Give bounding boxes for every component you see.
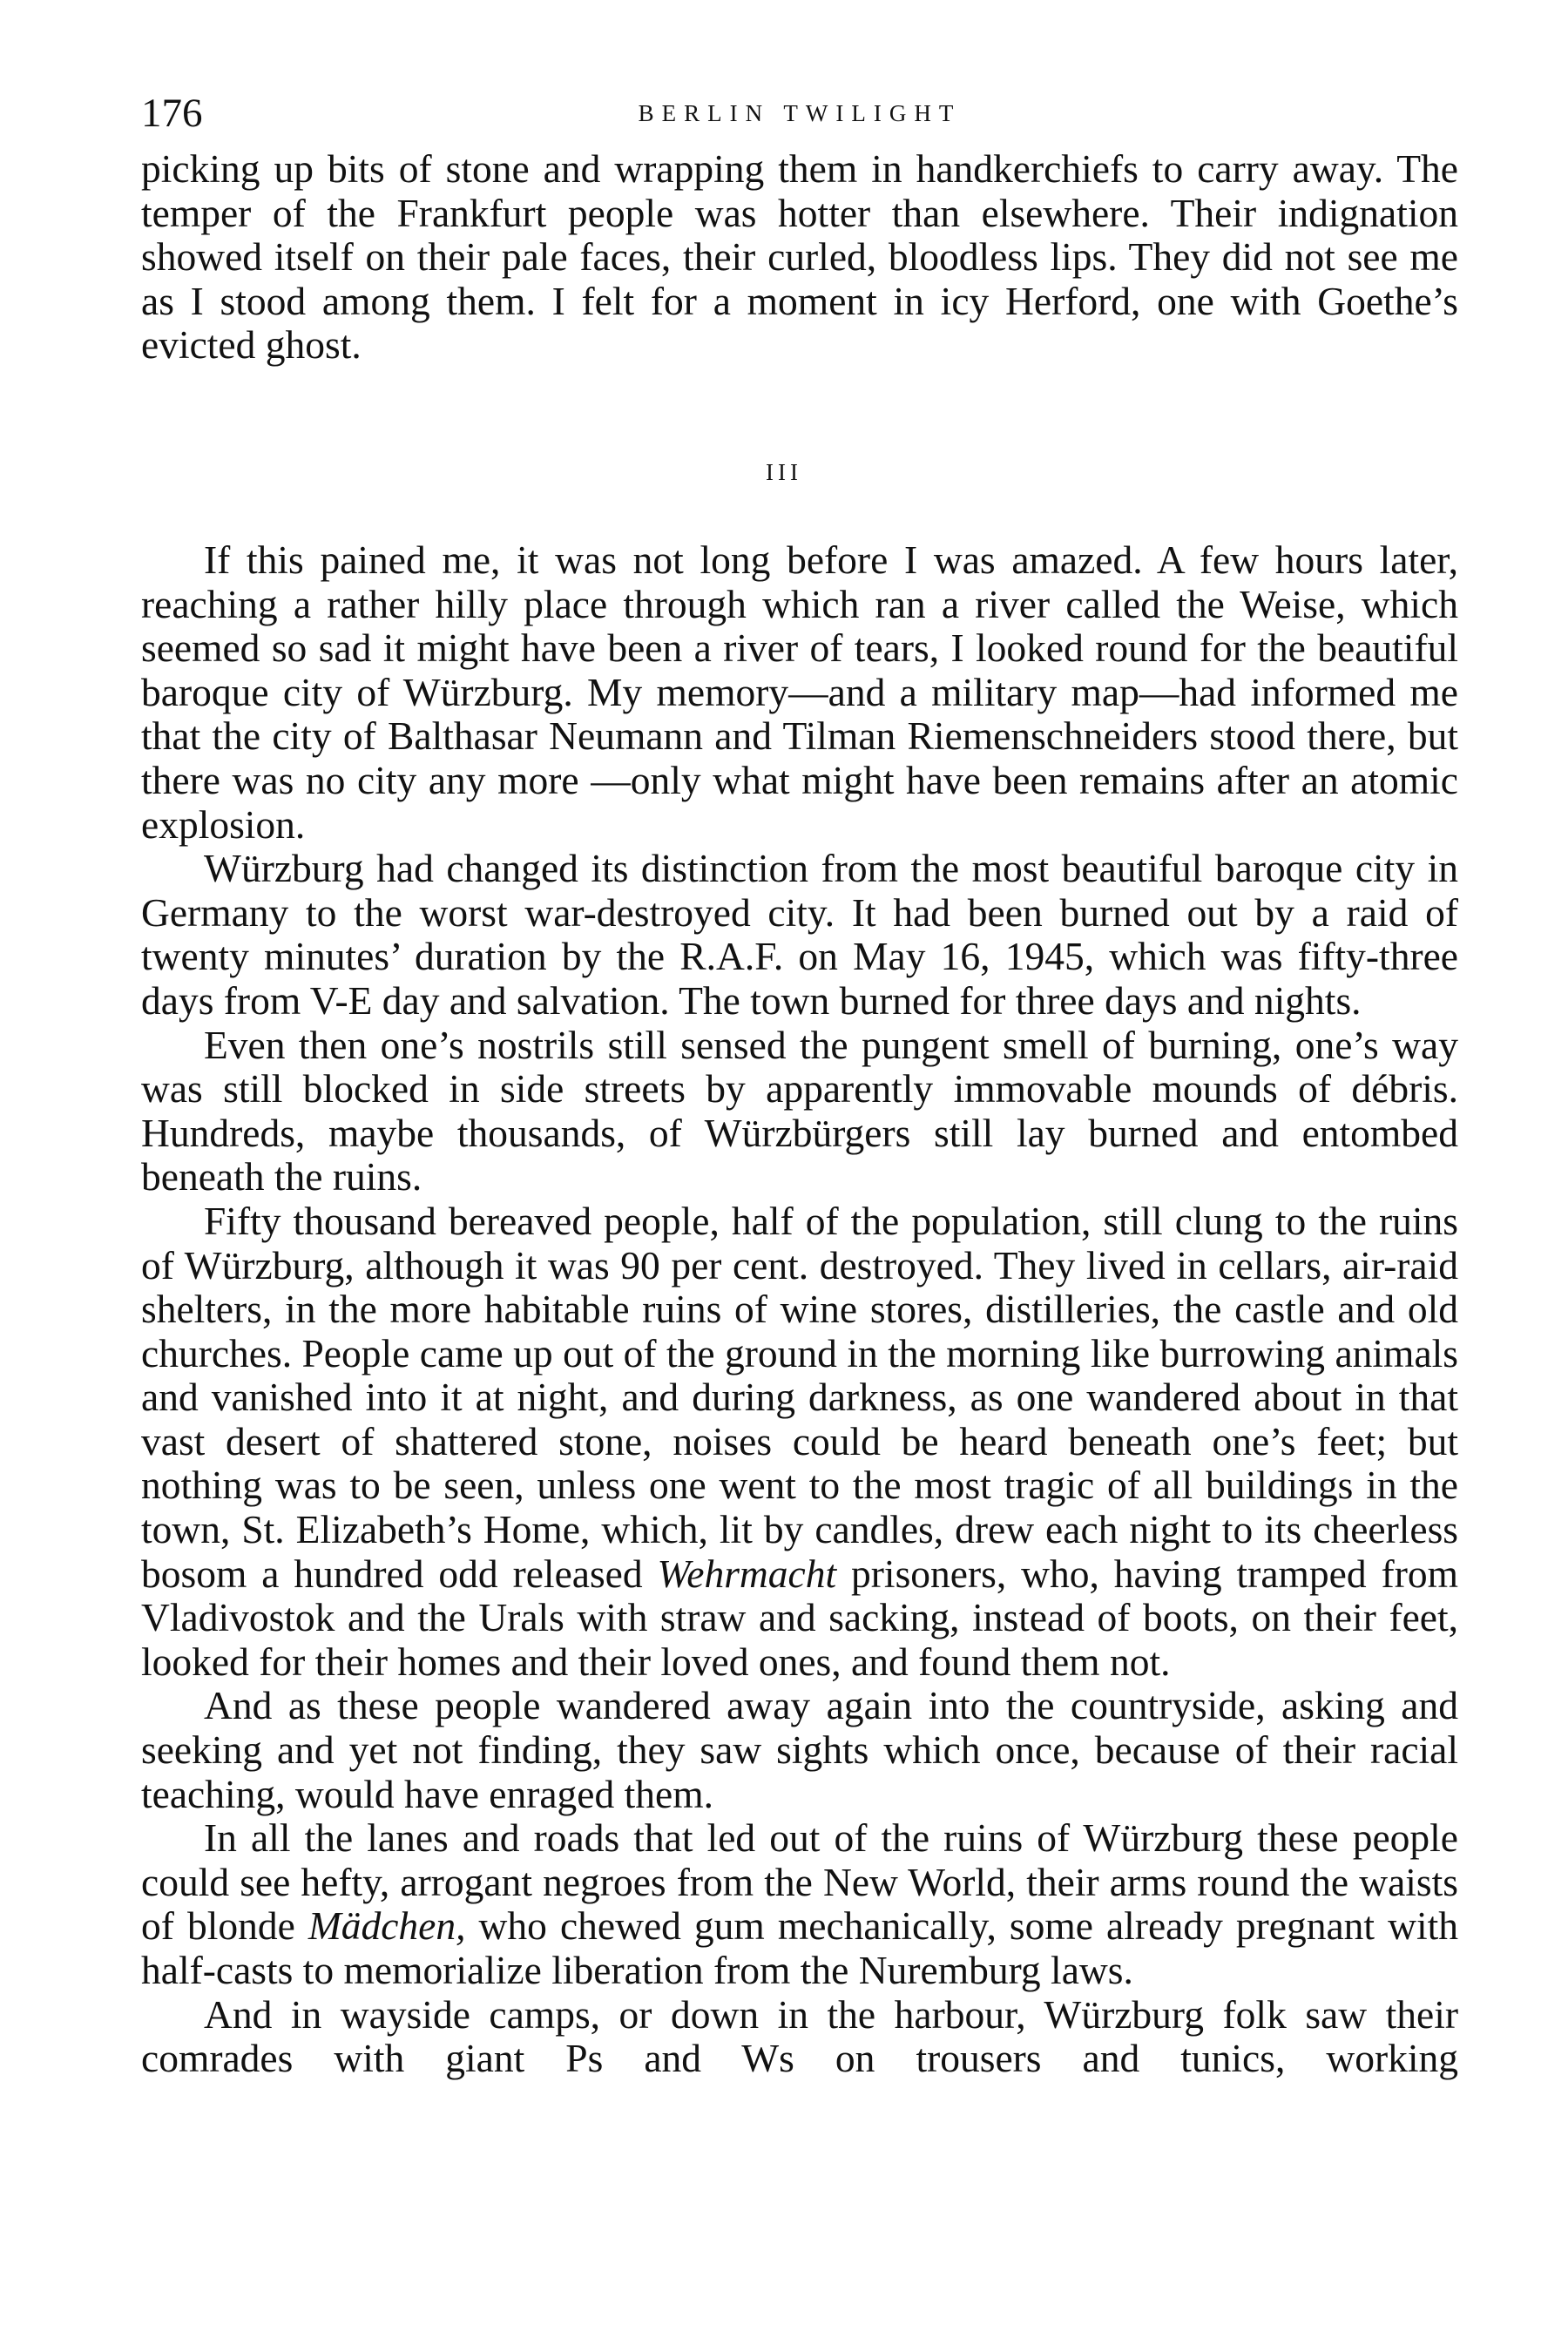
paragraph: picking up bits of stone and wrapping them in handkerchiefs to carry away. The temper of the Frankfurt people was hotter than elsewhere. Their indignation showed itself on their pale faces, their curled, bloodless lips. They did not see me as I stood among them. I felt for a moment in icy Herford, one with Goethe’s evicted ghost. [141, 146, 1458, 368]
italic-term: Mädchen, [308, 1903, 466, 1949]
paragraph [141, 1816, 1458, 1992]
paragraph: Even then one’s nostrils still sensed the pungent smell of burning, one’s way was still blocked in side streets by apparently immovable mounds of débris. Hundreds, maybe thousands, of Würzbürgers still lay burned and entombed beneath the ruins. [141, 1022, 1458, 1200]
main-text [141, 538, 1458, 2081]
italic-term: Wehrmacht [657, 1551, 837, 1596]
paragraph-text: Fifty thousand bereaved people, half of the population, still clung to the ruins of Würzburg, although it was 90 per cent. destroyed. They lived in cellars, air-raid shelters, in the more habitable ruins of wine stores, distilleries, the castle and old churches. People came up out of the ground in the morning like burrowing animals and vanished into it at night, and during darkness, as one wandered about in that vast desert of shattered stone, noises could be heard beneath one’s feet; but nothing was to be seen, unless one went to the most tragic of all buildings in the town, St. Elizabeth’s Home, which, lit by candles, drew each night to its cheerless bosom a hundred odd released [141, 1198, 1458, 1596]
continuation-paragraph [141, 147, 1458, 368]
paragraph [141, 1200, 1458, 1685]
paragraph-text: prisoners, who, having tramped from Vladivostok and the Urals with straw and sacking, instead of boots, on their feet, looked for their homes and their loved ones, and found them not. [141, 1551, 1458, 1684]
paragraph: Würzburg had changed its distinction from the most beautiful baroque city in Germany to the worst war-destroyed city. It had been burned out by a raid of twenty minutes’ duration by the R.A.F. on May 16, 1945, which was fifty-three days from V-E day and salvation. The town burned for three days and nights. [141, 846, 1458, 1023]
paragraph: If this pained me, it was not long before I was amazed. A few hours later, reaching a rather hilly place through which ran a river called the Weise, which seemed so sad it might have been a river of tears, I looked round for the beautiful baroque city of Würzburg. My memory—and a military map—had informed me that the city of Balthasar Neumann and Tilman Riemenschneiders stood there, but there was no city any more —only what might have been remains after an atomic explosion. [141, 537, 1458, 847]
paragraph: And in wayside camps, or down in the harbour, Würzburg folk saw their comrades with giant Ps and Ws on trousers and tunics, working [141, 1991, 1458, 2081]
page-number: 176 [141, 91, 203, 136]
paragraph-text: who chewed gum mechanically, some already pregnant with half-casts to memorialize liberation from the Nuremburg laws. [141, 1903, 1458, 1992]
page-header [141, 87, 1458, 139]
paragraph-text: In all the lanes and roads that led out of the ruins of Würzburg these people could see hefty, arrogant negroes from the New World, their arms round the waists of blonde [141, 1815, 1458, 1949]
paragraph: And as these people wandered away again into the countryside, asking and seeking and yet not finding, they saw sights which once, because of their racial teaching, would have enraged them. [141, 1683, 1458, 1816]
running-title: BERLIN TWILIGHT [638, 100, 962, 126]
section-number: III [766, 459, 802, 485]
